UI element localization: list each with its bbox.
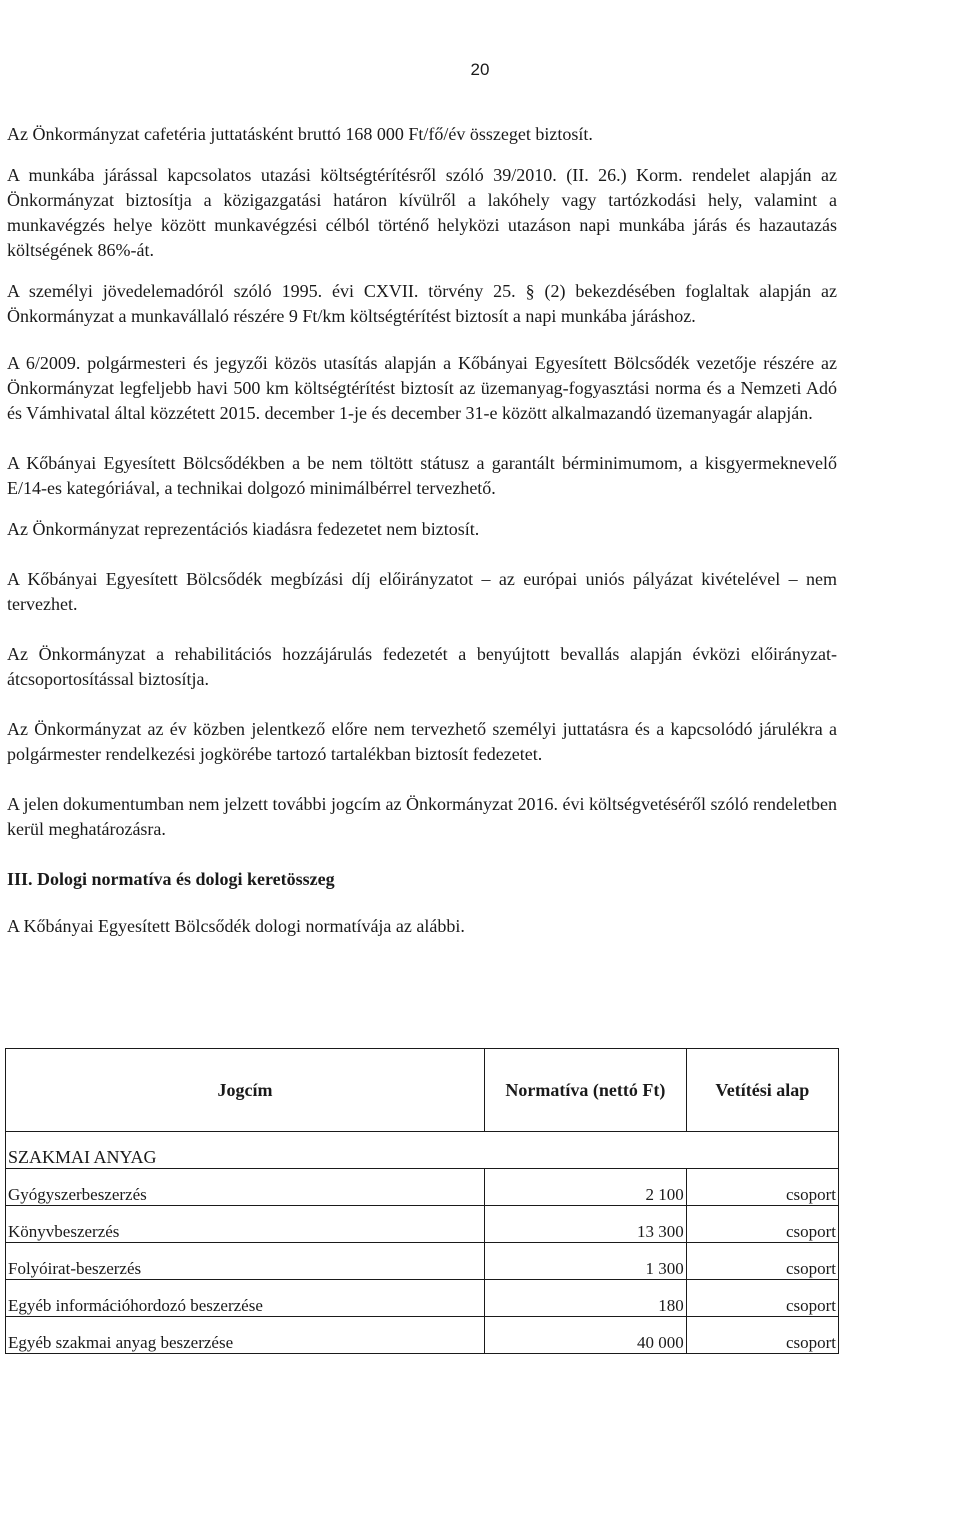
header-normativa: Normatíva (nettó Ft): [485, 1049, 687, 1132]
row-base: csoport: [686, 1280, 838, 1317]
row-value: 1 300: [485, 1243, 687, 1280]
paragraph-vacancy-planning: A Kőbányai Egyesített Bölcsődékben a be nem töltött státusz a garantált bérminimumom, a kisgyermeknevelő E/14-es kategóriával, a technikai dolgozó minimálbérrel tervezhető.: [7, 453, 837, 498]
row-base: csoport: [686, 1206, 838, 1243]
table-row: [6, 1243, 839, 1280]
paragraph-commission-fee: A Kőbányai Egyesített Bölcsődék megbízási díj előirányzatot – az európai uniós pályázat kivételével – nem tervezhet.: [7, 569, 837, 614]
category-row: [6, 1132, 839, 1169]
category-label: SZAKMAI ANYAG: [6, 1132, 839, 1169]
header-jogcim: Jogcím: [6, 1049, 485, 1132]
paragraph-reserve: Az Önkormányzat az év közben jelentkező előre nem tervezhető személyi juttatásra és a kapcsolódó járulékra a polgármester rendelkezési jogkörébe tartozó tartalékban biztosít fedezetet.: [7, 719, 837, 764]
section-heading: III. Dologi normatíva és dologi keretösszeg: [7, 869, 335, 889]
table-row: [6, 1317, 839, 1354]
row-name: Gyógyszerbeszerzés: [6, 1169, 485, 1206]
header-vetitesi-alap: Vetítési alap: [686, 1049, 838, 1132]
section-intro: A Kőbányai Egyesített Bölcsődék dologi normatívája az alábbi.: [7, 916, 465, 936]
row-base: csoport: [686, 1317, 838, 1354]
paragraph-commute-reimbursement: A munkába járással kapcsolatos utazási költségtérítésről szóló 39/2010. (II. 26.) Korm. rendelet alapján az Önkormányzat biztosítja a közigazgatási határon kívülről a lakóhely vagy tartózkodási hely, valamint a munkavégzés helye között munkavégzési célból történő helyközi utazáson napi munkába járás és hazautazás költségének 86%-át.: [7, 165, 837, 260]
paragraph-rehabilitation: Az Önkormányzat a rehabilitációs hozzájárulás fedezetét a benyújtott bevallás alapján évközi előirányzat-átcsoportosítással biztosítja.: [7, 644, 837, 689]
row-name: Egyéb szakmai anyag beszerzése: [6, 1317, 485, 1354]
table-row: [6, 1280, 839, 1317]
row-value: 2 100: [485, 1169, 687, 1206]
page-number: 20: [470, 60, 490, 79]
row-name: Egyéb információhordozó beszerzése: [6, 1280, 485, 1317]
normative-table: [5, 1048, 839, 1354]
paragraph-representation: Az Önkormányzat reprezentációs kiadásra fedezetet nem biztosít.: [7, 519, 480, 539]
paragraph-fuel-allowance: A 6/2009. polgármesteri és jegyzői közös utasítás alapján a Kőbányai Egyesített Bölcsődék vezetője részére az Önkormányzat legfeljebb havi 500 km költségtérítést biztosít az üzemanyag-fogyasztási norma és a Nemzeti Adó és Vámhivatal által közzétett 2015. december 1-je és december 31-e között alkalmazandó üzemanyagár alapján.: [7, 353, 837, 423]
row-name: Folyóirat-beszerzés: [6, 1243, 485, 1280]
row-base: csoport: [686, 1243, 838, 1280]
table-row: [6, 1206, 839, 1243]
table-row: [6, 1169, 839, 1206]
row-value: 180: [485, 1280, 687, 1317]
paragraph-other-titles: A jelen dokumentumban nem jelzett további jogcím az Önkormányzat 2016. évi költségvetéséről szóló rendeletben kerül meghatározásra.: [7, 794, 837, 839]
document-body: [7, 122, 837, 939]
paragraph-income-tax: A személyi jövedelemadóról szóló 1995. évi CXVII. törvény 25. § (2) bekezdésében foglaltak alapján az Önkormányzat a munkavállaló részére 9 Ft/km költségtérítést biztosít a napi munkába járáshoz.: [7, 281, 837, 326]
table-header-row: [6, 1049, 839, 1132]
paragraph-cafeteria: Az Önkormányzat cafetéria juttatásként bruttó 168 000 Ft/fő/év összeget biztosít.: [7, 124, 593, 144]
row-name: Könyvbeszerzés: [6, 1206, 485, 1243]
row-value: 13 300: [485, 1206, 687, 1243]
row-value: 40 000: [485, 1317, 687, 1354]
row-base: csoport: [686, 1169, 838, 1206]
